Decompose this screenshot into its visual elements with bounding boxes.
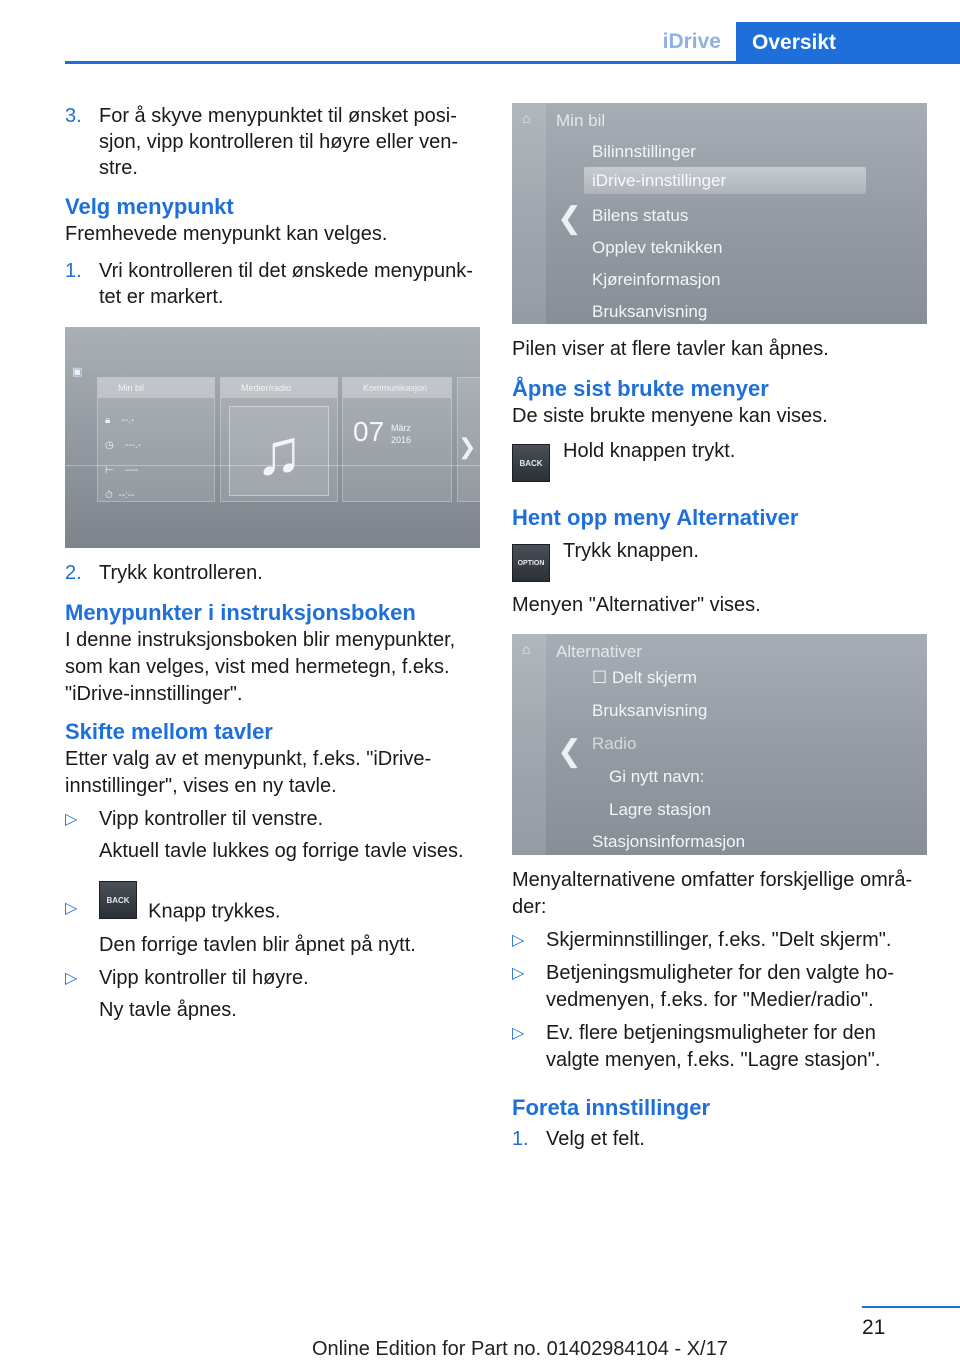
menypunkter-text: I denne instruksjonsboken blir menypunkter, som kan velges, vist med hermetegn, f.eks. "iDrive-innstillinger". <box>65 629 456 705</box>
tile-min-bil: Min bil 🔒︎ --.- ◷ ---.- ⊢ ---- ⏱︎ --:-- <box>97 377 215 502</box>
footer-rule <box>862 1306 960 1308</box>
header-section: iDrive <box>662 29 721 53</box>
split-screen-icon: ▣ <box>72 366 83 378</box>
apne-instruction: BACK Hold knappen trykt. <box>512 438 932 482</box>
chevron-right-icon: ❯ <box>458 434 477 459</box>
timer-icon: ⏱︎ <box>105 490 113 501</box>
apne-heading: Åpne sist brukte menyer <box>512 376 769 401</box>
chevron-left-icon: ❮ <box>557 735 583 768</box>
skifte-bullet-1: ▷ Vipp kontroller til venstre. Aktuell tavle lukkes og forrige tavle vises. <box>65 808 464 862</box>
dashboard-screen-image <box>65 327 480 548</box>
page-number: 21 <box>862 1316 886 1339</box>
foreta-heading: Foreta innstillinger <box>512 1095 711 1120</box>
skifte-bullet-2: ▷ BACK Knapp trykkes. Den forrige tavlen blir åpnet på nytt. <box>65 881 480 959</box>
velg-menypunkt-heading: Velg menypunkt <box>65 194 234 219</box>
skifte-heading: Skifte mellom tavler <box>65 719 273 744</box>
menu-bullet-1: ▷ Skjerminnstillinger, f.eks. "Delt skjerm". <box>512 929 892 951</box>
menu-bullet-2: ▷ Betjeningsmuligheter for den valgte ho-vedmenyen, f.eks. for "Medier/radio". <box>512 962 894 1011</box>
hent-instruction: OPTION Trykk knappen. <box>512 538 932 582</box>
home-icon: ⌂ <box>522 641 531 657</box>
tile-kommunikasjon: Kommunikasjon 07 März 2016 <box>342 377 452 502</box>
alternativer-screen-image: ⌂ Alternativer ❮ ☐ Delt skjerm Bruksanvisning Radio Gi nytt navn: Lagre stasjon Stasjonsinformasjon <box>512 634 927 855</box>
chevron-left-icon: ❮ <box>557 202 583 235</box>
menu-bullet-3: ▷ Ev. flere betjeningsmuligheter for den valgte menyen, f.eks. "Lagre stasjon". <box>512 1022 881 1071</box>
home-icon: ⌂ <box>522 110 531 126</box>
back-button-icon: BACK <box>512 444 550 482</box>
hent-after: Menyen "Alternativer" vises. <box>512 594 761 616</box>
header-chapter: Oversikt <box>736 22 960 64</box>
apne-intro: De siste brukte menyene kan vises. <box>512 405 828 427</box>
step-3: 3. For å skyve menypunktet til ønsket posi-sjon, vipp kontrolleren til høyre eller ven-stre. <box>65 105 459 179</box>
highlighted-menu-item: iDrive-innstillinger <box>584 167 866 194</box>
tile-next <box>457 377 480 502</box>
tile-medier-radio: Medier/radio ♫ <box>220 377 338 502</box>
caption-2: Menyalternativene omfatter forskjellige områ-der: <box>512 869 913 918</box>
velg-step-1: 1. Vri kontrolleren til det ønskede menypunk-tet er markert. <box>65 260 473 308</box>
caption-1: Pilen viser at flere tavler kan åpnes. <box>512 338 829 360</box>
back-button-icon: BACK <box>99 881 137 919</box>
right-column <box>512 103 932 1153</box>
clock-icon: ◷ <box>105 440 114 451</box>
option-button-icon: OPTION <box>512 544 550 582</box>
skifte-bullet-3: ▷ Vipp kontroller til høyre. Ny tavle åpnes. <box>65 967 309 1022</box>
hent-heading: Hent opp meny Alternativer <box>512 505 799 530</box>
header-rule <box>65 61 960 64</box>
velg-intro: Fremhevede menypunkt kan velges. <box>65 223 388 245</box>
footer-edition: Online Edition for Part no. 01402984104 - X/17 <box>312 1338 728 1360</box>
lock-icon: 🔒︎ <box>105 415 111 426</box>
left-column <box>65 103 480 1024</box>
velg-step-2: 2. Trykk kontrolleren. <box>65 562 263 584</box>
min-bil-screen-image: ⌂ Min bil ❮ Bilinnstillinger iDrive-innstillinger Bilens status Opplev teknikken Kjøreinformasjon Bruksanvisning <box>512 103 927 324</box>
skifte-intro: Etter valg av et menypunkt, f.eks. "iDrive-innstillinger", vises en ny tavle. <box>65 748 432 797</box>
menypunkter-heading: Menypunkter i instruksjonsboken <box>65 600 416 625</box>
foreta-step-1: 1. Velg et felt. <box>512 1128 645 1150</box>
range-icon: ⊢ <box>105 465 114 476</box>
music-note-icon: ♫ <box>229 406 329 496</box>
